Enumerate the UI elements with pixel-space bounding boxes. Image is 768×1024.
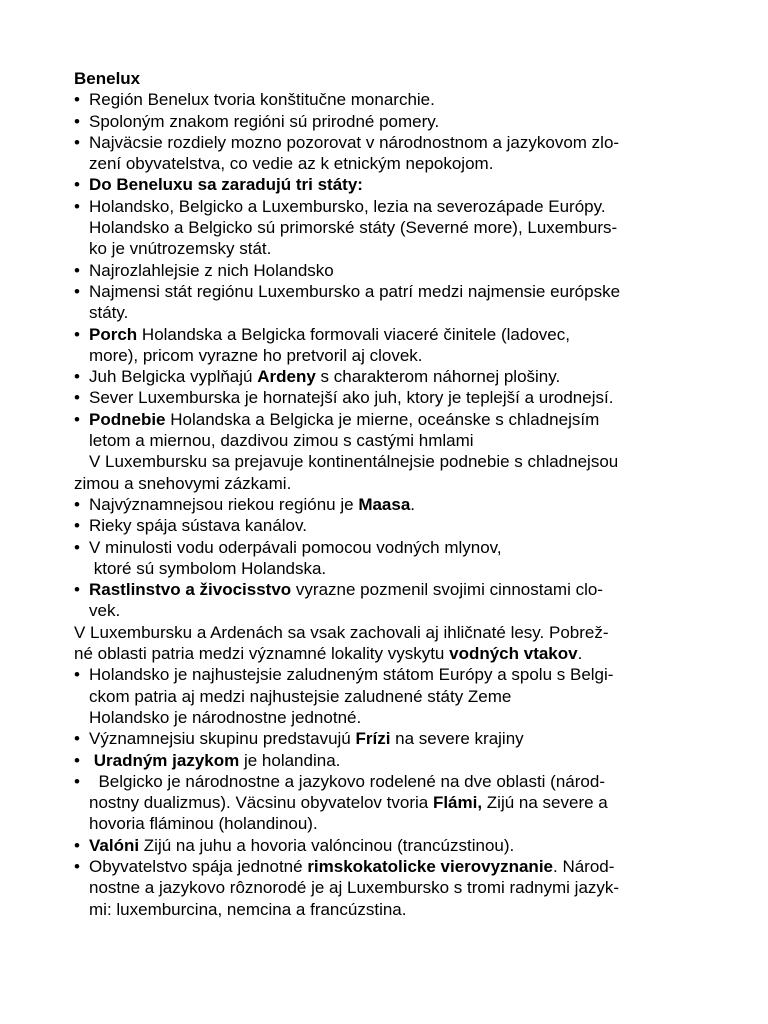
- text-run: .: [410, 494, 416, 514]
- bold-text: Ardeny: [257, 367, 316, 387]
- text-run: . Národ-: [553, 856, 615, 876]
- bullet-line: [74, 260, 734, 281]
- text-run: letom a miernou, dazdivou zimou s castými hmlami: [89, 431, 474, 451]
- continuation-line: [74, 792, 734, 813]
- text-run: Najmensi stát regiónu Luxembursko a patrí medzi najmensie európske: [89, 281, 621, 301]
- text-run: .: [577, 644, 583, 664]
- bullet-marker: •: [74, 856, 80, 876]
- bullet-marker: •: [74, 580, 80, 600]
- text-run: s charakterom náhornej plošiny.: [315, 367, 561, 387]
- bullet-line: [74, 728, 734, 749]
- text-run: Najvýznamnejsou riekou regiónu je: [89, 494, 359, 514]
- text-run: Holandska a Belgicka je mierne, oceánske s chladnejsím: [165, 409, 600, 429]
- text-run: Holandsko je národnostne jednotné.: [89, 707, 362, 727]
- text-run: Zijú na severe a: [482, 793, 608, 813]
- text-run: Juh Belgicka vyplňajú: [89, 367, 258, 387]
- text-run: V Luxembursku a Ardenách sa vsak zachovali aj ihličnaté lesy. Pobrež-: [74, 622, 609, 642]
- bullet-line: [74, 771, 734, 792]
- bullet-line: [74, 750, 734, 771]
- bold-text: Rastlinstvo a živocisstvo: [89, 580, 292, 600]
- bullet-marker: •: [74, 175, 80, 195]
- continuation-line: [74, 813, 734, 834]
- bullet-line: [74, 664, 734, 685]
- bullet-line: [74, 537, 734, 558]
- bold-text: rimskokatolicke vierovyznanie: [307, 856, 553, 876]
- text-run: Holandsko je najhustejsie zaludneným státom Európy a spolu s Belgi-: [89, 665, 614, 685]
- text-run: ko je vnútrozemsky stát.: [89, 239, 272, 259]
- continuation-line: [74, 302, 734, 323]
- bullet-line: [74, 515, 734, 536]
- text-run: Zijú na juhu a hovoria valóncinou (trancúzstinou).: [139, 835, 515, 855]
- bullet-marker: •: [74, 409, 80, 429]
- bullet-marker: •: [74, 665, 80, 685]
- text-run: Najrozlahlejsie z nich Holandsko: [89, 260, 334, 280]
- text-run: nostny dualizmus). Väcsinu obyvatelov tvoria: [89, 793, 433, 813]
- bold-text: Frízi: [355, 729, 391, 749]
- bullet-marker: •: [74, 281, 80, 301]
- continuation-line: [74, 877, 734, 898]
- continuation-line: [74, 238, 734, 259]
- text-run: vyrazne pozmenil svojimi cinnostami clo-: [291, 580, 603, 600]
- bold-text: Porch: [89, 324, 138, 344]
- text-run: Holandsko, Belgicko a Luxembursko, lezia na severozápade Európy.: [89, 196, 606, 216]
- bullet-line: [74, 579, 734, 600]
- text-run: mi: luxemburcina, nemcina a francúzstina.: [89, 899, 407, 919]
- text-run: Významnejsiu skupinu predstavujú: [89, 729, 356, 749]
- bullet-line: [74, 174, 734, 195]
- text-run: Najväcsie rozdiely mozno pozorovat v národnostnom a jazykovom zlo-: [89, 132, 620, 152]
- bullet-line: [74, 89, 734, 110]
- bullet-line: [74, 324, 734, 345]
- bullet-marker: •: [74, 324, 80, 344]
- bullet-line: [74, 494, 734, 515]
- text-run: ktoré sú symbolom Holandska.: [89, 558, 327, 578]
- bullet-marker: •: [74, 111, 80, 131]
- continuation-line: [74, 600, 734, 621]
- bold-text: Benelux: [74, 69, 141, 88]
- text-run: Obyvatelstvo spája jednotné: [89, 856, 308, 876]
- text-run: Región Benelux tvoria konštitučne monarchie.: [89, 90, 435, 110]
- text-line: [74, 68, 734, 89]
- text-run: V minulosti vodu oderpávali pomocou vodných mlynov,: [89, 537, 502, 557]
- bullet-line: [74, 856, 734, 877]
- bold-text: Uradným jazykom: [93, 750, 240, 770]
- bold-text: Podnebie: [89, 409, 166, 429]
- text-run: Holandsko a Belgicko sú primorské státy (Severné more), Luxemburs-: [89, 218, 618, 238]
- continuation-line: [74, 153, 734, 174]
- bullet-marker: •: [74, 729, 80, 749]
- text-run: je holandina.: [239, 750, 341, 770]
- continuation-line: [74, 686, 734, 707]
- text-run: V Luxembursku sa prejavuje kontinentálnejsie podnebie s chladnejsou: [89, 452, 619, 472]
- bullet-marker: •: [74, 260, 80, 280]
- continuation-line: [74, 430, 734, 451]
- bullet-marker: •: [74, 537, 80, 557]
- continuation-line: [74, 707, 734, 728]
- bullet-marker: •: [74, 196, 80, 216]
- bullet-marker: •: [74, 132, 80, 152]
- bullet-line: [74, 835, 734, 856]
- text-run: zení obyvatelstva, co vedie az k etnickým nepokojom.: [89, 154, 494, 174]
- text-run: hovoria fláminou (holandinou).: [89, 814, 318, 834]
- bullet-line: [74, 111, 734, 132]
- text-run: na severe krajiny: [390, 729, 524, 749]
- text-run: more), pricom vyrazne ho pretvoril aj clovek.: [89, 345, 423, 365]
- text-line: [74, 643, 734, 664]
- bullet-line: [74, 281, 734, 302]
- text-run: Spoloným znakom regióni sú prirodné pomery.: [89, 111, 440, 131]
- continuation-line: [74, 899, 734, 920]
- text-run: Rieky spája sústava kanálov.: [89, 516, 307, 536]
- text-run: Sever Luxemburska je hornatejší ako juh, ktory je teplejší a urodnejsí.: [89, 388, 614, 408]
- bullet-line: [74, 132, 734, 153]
- text-run: Belgicko je národnostne a jazykovo rodelené na dve oblasti (národ-: [89, 771, 605, 791]
- text-run: zimou a snehovymi zázkami.: [74, 473, 292, 493]
- text-line: [74, 473, 734, 494]
- text-run: ckom patria aj medzi najhustejsie zaludnené státy Zeme: [89, 686, 512, 706]
- text-run: státy.: [89, 303, 129, 323]
- bullet-marker: •: [74, 90, 80, 110]
- continuation-line: [74, 558, 734, 579]
- continuation-line: [74, 451, 734, 472]
- bold-text: Flámi,: [432, 793, 483, 813]
- bullet-line: [74, 366, 734, 387]
- bullet-line: [74, 196, 734, 217]
- bullet-marker: •: [74, 367, 80, 387]
- text-run: Holandska a Belgicka formovali viaceré činitele (ladovec,: [137, 324, 570, 344]
- bullet-line: [74, 387, 734, 408]
- bullet-marker: •: [74, 516, 80, 536]
- bullet-line: [74, 409, 734, 430]
- bold-text: Valóni: [89, 835, 140, 855]
- bullet-marker: •: [74, 750, 80, 770]
- text-line: [74, 622, 734, 643]
- bullet-marker: •: [74, 494, 80, 514]
- continuation-line: [74, 217, 734, 238]
- bold-text: vodných vtakov: [449, 644, 578, 664]
- text-run: nostne a jazykovo rôznorodé je aj Luxembursko s tromi radnymi jazyk-: [89, 878, 620, 898]
- text-run: né oblasti patria medzi významné lokality vyskytu: [74, 644, 450, 664]
- text-run: vek.: [89, 601, 121, 621]
- document-body: [74, 68, 734, 920]
- bold-text: Maasa: [358, 494, 411, 514]
- bold-text: Do Beneluxu sa zaradujú tri státy:: [89, 175, 363, 195]
- bullet-marker: •: [74, 835, 80, 855]
- bullet-marker: •: [74, 771, 80, 791]
- bullet-marker: •: [74, 388, 80, 408]
- continuation-line: [74, 345, 734, 366]
